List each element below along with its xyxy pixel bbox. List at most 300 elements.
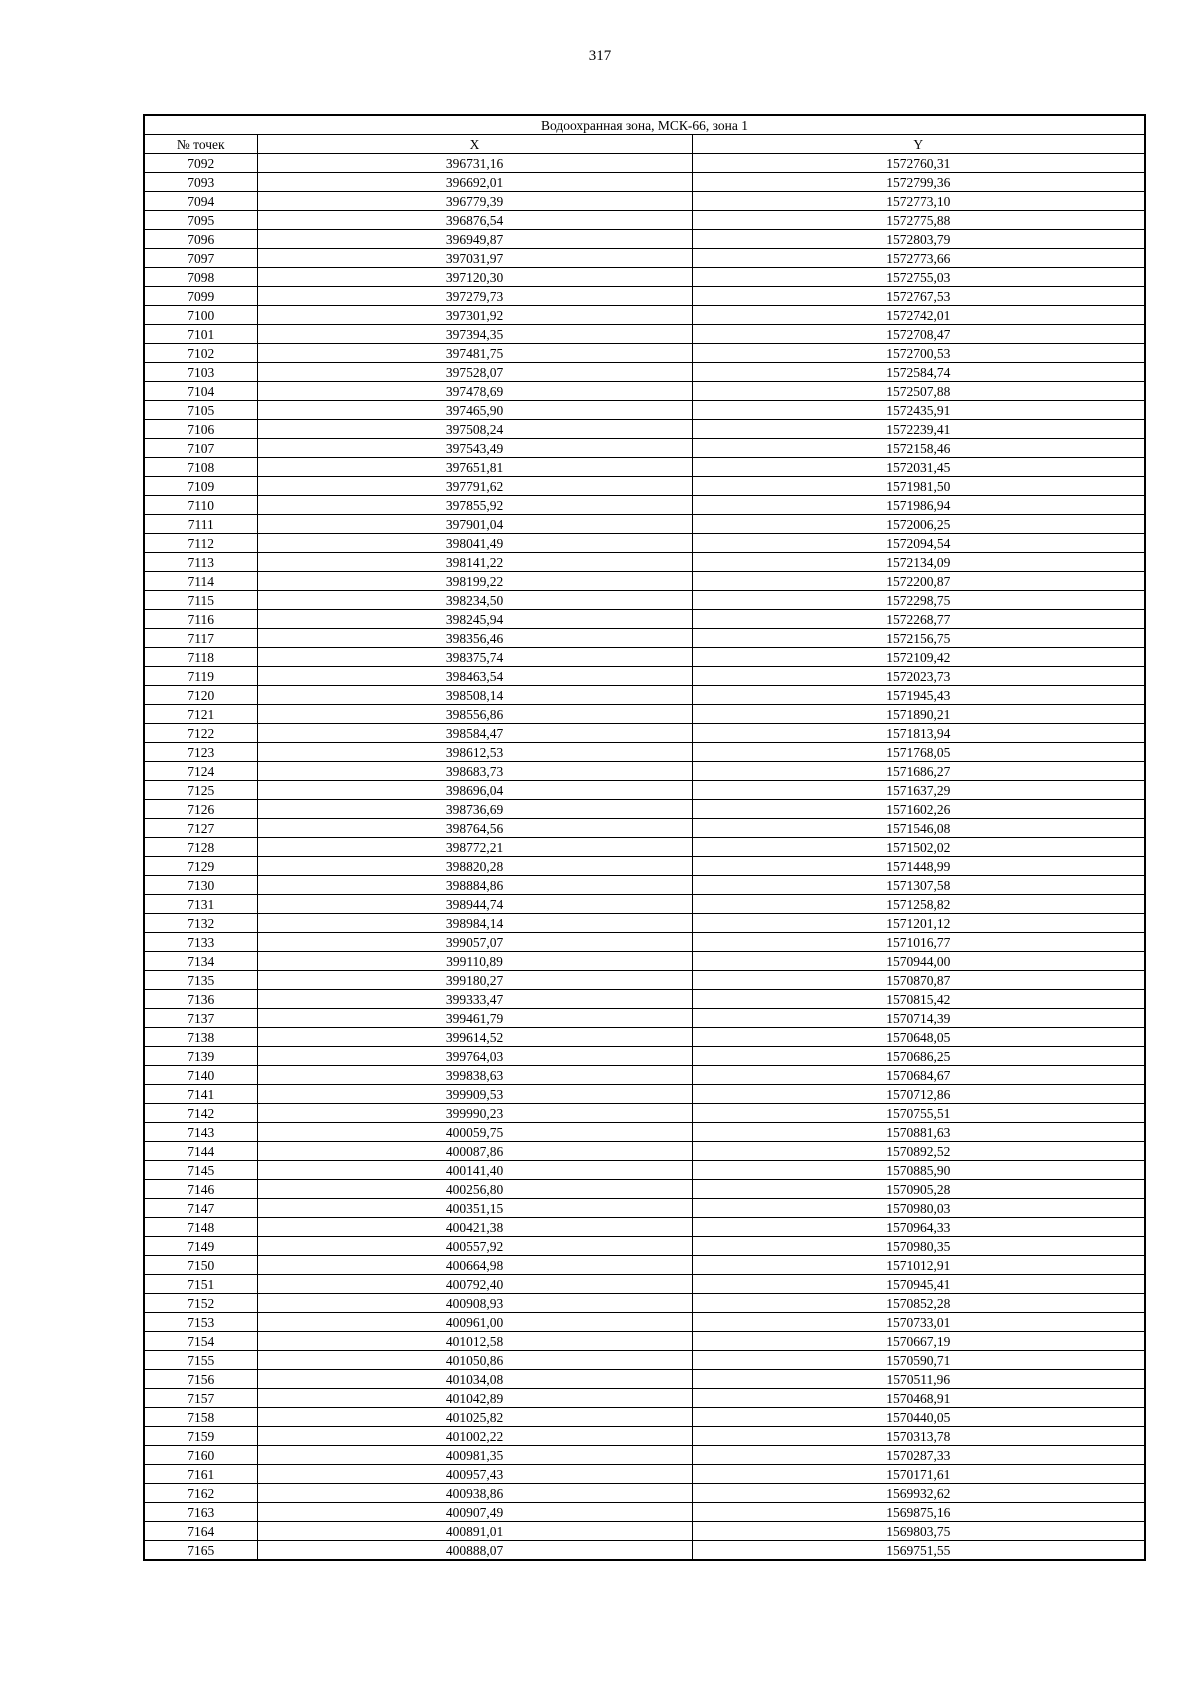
cell-point-number: 7098 <box>144 268 257 287</box>
table-row <box>144 1408 1145 1427</box>
cell-y: 1570590,71 <box>692 1351 1145 1370</box>
cell-y: 1572109,42 <box>692 648 1145 667</box>
cell-x: 398984,14 <box>257 914 692 933</box>
cell-x: 400557,92 <box>257 1237 692 1256</box>
cell-point-number: 7141 <box>144 1085 257 1104</box>
cell-x: 399057,07 <box>257 933 692 952</box>
table-row <box>144 1256 1145 1275</box>
cell-point-number: 7103 <box>144 363 257 382</box>
cell-point-number: 7102 <box>144 344 257 363</box>
cell-y: 1571602,26 <box>692 800 1145 819</box>
cell-y: 1572006,25 <box>692 515 1145 534</box>
cell-point-number: 7108 <box>144 458 257 477</box>
cell-x: 398584,47 <box>257 724 692 743</box>
cell-y: 1571768,05 <box>692 743 1145 762</box>
table-row <box>144 895 1145 914</box>
cell-y: 1572298,75 <box>692 591 1145 610</box>
table-row <box>144 211 1145 230</box>
table-row <box>144 477 1145 496</box>
cell-point-number: 7159 <box>144 1427 257 1446</box>
cell-point-number: 7146 <box>144 1180 257 1199</box>
cell-y: 1570870,87 <box>692 971 1145 990</box>
table-row <box>144 1142 1145 1161</box>
cell-x: 398508,14 <box>257 686 692 705</box>
cell-x: 398041,49 <box>257 534 692 553</box>
table-row <box>144 1351 1145 1370</box>
table-row <box>144 1389 1145 1408</box>
cell-x: 396949,87 <box>257 230 692 249</box>
table-row <box>144 800 1145 819</box>
cell-y: 1572760,31 <box>692 154 1145 173</box>
cell-x: 398141,22 <box>257 553 692 572</box>
table-row <box>144 762 1145 781</box>
cell-x: 400908,93 <box>257 1294 692 1313</box>
cell-y: 1571813,94 <box>692 724 1145 743</box>
cell-point-number: 7148 <box>144 1218 257 1237</box>
table-row <box>144 192 1145 211</box>
cell-y: 1570313,78 <box>692 1427 1145 1446</box>
table-row <box>144 439 1145 458</box>
cell-x: 400421,38 <box>257 1218 692 1237</box>
cell-point-number: 7120 <box>144 686 257 705</box>
cell-point-number: 7109 <box>144 477 257 496</box>
cell-y: 1572742,01 <box>692 306 1145 325</box>
table-row <box>144 1218 1145 1237</box>
cell-x: 400907,49 <box>257 1503 692 1522</box>
table-row <box>144 952 1145 971</box>
table-body <box>144 154 1145 1561</box>
table-row <box>144 572 1145 591</box>
cell-y: 1572775,88 <box>692 211 1145 230</box>
cell-y: 1572700,53 <box>692 344 1145 363</box>
cell-point-number: 7115 <box>144 591 257 610</box>
cell-point-number: 7096 <box>144 230 257 249</box>
cell-y: 1570648,05 <box>692 1028 1145 1047</box>
cell-y: 1572773,10 <box>692 192 1145 211</box>
table-row <box>144 610 1145 629</box>
cell-y: 1571686,27 <box>692 762 1145 781</box>
cell-y: 1570815,42 <box>692 990 1145 1009</box>
page-number: 317 <box>588 48 612 64</box>
cell-x: 401050,86 <box>257 1351 692 1370</box>
cell-x: 400256,80 <box>257 1180 692 1199</box>
cell-y: 1572156,75 <box>692 629 1145 648</box>
table-row <box>144 458 1145 477</box>
cell-y: 1572435,91 <box>692 401 1145 420</box>
coordinates-table <box>143 114 1146 1561</box>
cell-y: 1570440,05 <box>692 1408 1145 1427</box>
table-row <box>144 1199 1145 1218</box>
cell-x: 401034,08 <box>257 1370 692 1389</box>
cell-y: 1571201,12 <box>692 914 1145 933</box>
cell-y: 1572767,53 <box>692 287 1145 306</box>
cell-y: 1572031,45 <box>692 458 1145 477</box>
cell-x: 398234,50 <box>257 591 692 610</box>
cell-x: 398375,74 <box>257 648 692 667</box>
cell-x: 396876,54 <box>257 211 692 230</box>
cell-y: 1571307,58 <box>692 876 1145 895</box>
cell-y: 1570964,33 <box>692 1218 1145 1237</box>
cell-x: 398820,28 <box>257 857 692 876</box>
cell-x: 400351,15 <box>257 1199 692 1218</box>
cell-y: 1570944,00 <box>692 952 1145 971</box>
cell-x: 399838,63 <box>257 1066 692 1085</box>
cell-point-number: 7097 <box>144 249 257 268</box>
cell-point-number: 7145 <box>144 1161 257 1180</box>
cell-point-number: 7160 <box>144 1446 257 1465</box>
table-row <box>144 1066 1145 1085</box>
cell-point-number: 7092 <box>144 154 257 173</box>
cell-y: 1572803,79 <box>692 230 1145 249</box>
cell-x: 398245,94 <box>257 610 692 629</box>
cell-x: 397791,62 <box>257 477 692 496</box>
cell-x: 398463,54 <box>257 667 692 686</box>
table-row <box>144 325 1145 344</box>
table-row <box>144 401 1145 420</box>
table-row <box>144 667 1145 686</box>
cell-y: 1572158,46 <box>692 439 1145 458</box>
cell-point-number: 7123 <box>144 743 257 762</box>
cell-point-number: 7095 <box>144 211 257 230</box>
cell-y: 1571012,91 <box>692 1256 1145 1275</box>
cell-x: 398612,53 <box>257 743 692 762</box>
table-row <box>144 420 1145 439</box>
cell-y: 1570511,96 <box>692 1370 1145 1389</box>
cell-y: 1570852,28 <box>692 1294 1145 1313</box>
table-row <box>144 306 1145 325</box>
cell-y: 1571016,77 <box>692 933 1145 952</box>
table-row <box>144 173 1145 192</box>
cell-x: 398556,86 <box>257 705 692 724</box>
cell-point-number: 7161 <box>144 1465 257 1484</box>
table-row <box>144 1123 1145 1142</box>
cell-x: 397543,49 <box>257 439 692 458</box>
table-row <box>144 1161 1145 1180</box>
cell-y: 1571637,29 <box>692 781 1145 800</box>
table-row <box>144 629 1145 648</box>
cell-x: 397528,07 <box>257 363 692 382</box>
table-row <box>144 1332 1145 1351</box>
cell-y: 1571258,82 <box>692 895 1145 914</box>
cell-y: 1570885,90 <box>692 1161 1145 1180</box>
cell-x: 397120,30 <box>257 268 692 287</box>
cell-x: 401025,82 <box>257 1408 692 1427</box>
cell-point-number: 7093 <box>144 173 257 192</box>
table-row <box>144 781 1145 800</box>
cell-x: 398944,74 <box>257 895 692 914</box>
cell-point-number: 7158 <box>144 1408 257 1427</box>
table-row <box>144 648 1145 667</box>
cell-y: 1570714,39 <box>692 1009 1145 1028</box>
cell-y: 1572200,87 <box>692 572 1145 591</box>
table-row <box>144 1028 1145 1047</box>
table-row <box>144 1085 1145 1104</box>
table-row <box>144 705 1145 724</box>
cell-point-number: 7113 <box>144 553 257 572</box>
table-row <box>144 971 1145 990</box>
cell-point-number: 7157 <box>144 1389 257 1408</box>
cell-y: 1572134,09 <box>692 553 1145 572</box>
table-row <box>144 933 1145 952</box>
cell-y: 1570905,28 <box>692 1180 1145 1199</box>
cell-y: 1570712,86 <box>692 1085 1145 1104</box>
cell-y: 1569932,62 <box>692 1484 1145 1503</box>
cell-x: 397855,92 <box>257 496 692 515</box>
table-row <box>144 344 1145 363</box>
table-row <box>144 382 1145 401</box>
table-row <box>144 1503 1145 1522</box>
cell-x: 399764,03 <box>257 1047 692 1066</box>
table-row <box>144 1541 1145 1561</box>
cell-y: 1572584,74 <box>692 363 1145 382</box>
cell-point-number: 7132 <box>144 914 257 933</box>
cell-point-number: 7106 <box>144 420 257 439</box>
cell-y: 1572507,88 <box>692 382 1145 401</box>
cell-y: 1571945,43 <box>692 686 1145 705</box>
cell-x: 400938,86 <box>257 1484 692 1503</box>
table-row <box>144 1446 1145 1465</box>
cell-y: 1570980,03 <box>692 1199 1145 1218</box>
table-header-row <box>144 135 1145 154</box>
cell-point-number: 7107 <box>144 439 257 458</box>
cell-x: 400664,98 <box>257 1256 692 1275</box>
table-row <box>144 249 1145 268</box>
table-row <box>144 1180 1145 1199</box>
cell-x: 397651,81 <box>257 458 692 477</box>
cell-x: 396692,01 <box>257 173 692 192</box>
cell-y: 1572094,54 <box>692 534 1145 553</box>
table-row <box>144 363 1145 382</box>
cell-point-number: 7121 <box>144 705 257 724</box>
cell-x: 398696,04 <box>257 781 692 800</box>
cell-x: 400961,00 <box>257 1313 692 1332</box>
cell-x: 398884,86 <box>257 876 692 895</box>
cell-y: 1571502,02 <box>692 838 1145 857</box>
cell-point-number: 7165 <box>144 1541 257 1561</box>
cell-x: 401002,22 <box>257 1427 692 1446</box>
cell-x: 400087,86 <box>257 1142 692 1161</box>
cell-y: 1572023,73 <box>692 667 1145 686</box>
table-row <box>144 1465 1145 1484</box>
cell-point-number: 7129 <box>144 857 257 876</box>
cell-y: 1571890,21 <box>692 705 1145 724</box>
table-row <box>144 1047 1145 1066</box>
cell-y: 1570892,52 <box>692 1142 1145 1161</box>
cell-x: 399180,27 <box>257 971 692 990</box>
cell-point-number: 7137 <box>144 1009 257 1028</box>
cell-point-number: 7130 <box>144 876 257 895</box>
table-row <box>144 724 1145 743</box>
table-row <box>144 515 1145 534</box>
cell-point-number: 7117 <box>144 629 257 648</box>
cell-point-number: 7119 <box>144 667 257 686</box>
table-row <box>144 230 1145 249</box>
cell-y: 1571986,94 <box>692 496 1145 515</box>
cell-x: 399990,23 <box>257 1104 692 1123</box>
cell-y: 1571546,08 <box>692 819 1145 838</box>
cell-y: 1570686,25 <box>692 1047 1145 1066</box>
table-row <box>144 1313 1145 1332</box>
cell-y: 1570287,33 <box>692 1446 1145 1465</box>
cell-x: 399333,47 <box>257 990 692 1009</box>
cell-point-number: 7112 <box>144 534 257 553</box>
cell-point-number: 7135 <box>144 971 257 990</box>
table-row <box>144 838 1145 857</box>
cell-x: 400141,40 <box>257 1161 692 1180</box>
column-header-y: Y <box>692 135 1145 154</box>
table-row <box>144 1427 1145 1446</box>
cell-point-number: 7140 <box>144 1066 257 1085</box>
cell-point-number: 7163 <box>144 1503 257 1522</box>
cell-point-number: 7156 <box>144 1370 257 1389</box>
cell-y: 1571448,99 <box>692 857 1145 876</box>
cell-x: 397481,75 <box>257 344 692 363</box>
cell-point-number: 7144 <box>144 1142 257 1161</box>
cell-x: 397301,92 <box>257 306 692 325</box>
cell-x: 399461,79 <box>257 1009 692 1028</box>
cell-x: 398683,73 <box>257 762 692 781</box>
cell-point-number: 7150 <box>144 1256 257 1275</box>
table-row <box>144 1009 1145 1028</box>
table-row <box>144 1294 1145 1313</box>
cell-point-number: 7100 <box>144 306 257 325</box>
cell-point-number: 7151 <box>144 1275 257 1294</box>
table-row <box>144 553 1145 572</box>
table-row <box>144 1484 1145 1503</box>
cell-point-number: 7136 <box>144 990 257 1009</box>
cell-point-number: 7099 <box>144 287 257 306</box>
cell-x: 397901,04 <box>257 515 692 534</box>
cell-point-number: 7152 <box>144 1294 257 1313</box>
cell-y: 1572773,66 <box>692 249 1145 268</box>
table-row <box>144 990 1145 1009</box>
cell-x: 397465,90 <box>257 401 692 420</box>
cell-y: 1571981,50 <box>692 477 1145 496</box>
cell-y: 1570171,61 <box>692 1465 1145 1484</box>
cell-y: 1570468,91 <box>692 1389 1145 1408</box>
cell-y: 1570667,19 <box>692 1332 1145 1351</box>
cell-x: 399110,89 <box>257 952 692 971</box>
cell-x: 396731,16 <box>257 154 692 173</box>
cell-point-number: 7147 <box>144 1199 257 1218</box>
cell-point-number: 7127 <box>144 819 257 838</box>
cell-x: 398736,69 <box>257 800 692 819</box>
cell-point-number: 7126 <box>144 800 257 819</box>
table-row <box>144 1522 1145 1541</box>
cell-y: 1570945,41 <box>692 1275 1145 1294</box>
cell-point-number: 7105 <box>144 401 257 420</box>
cell-x: 398772,21 <box>257 838 692 857</box>
cell-x: 396779,39 <box>257 192 692 211</box>
cell-x: 398764,56 <box>257 819 692 838</box>
cell-x: 400888,07 <box>257 1541 692 1561</box>
cell-y: 1572268,77 <box>692 610 1145 629</box>
cell-point-number: 7155 <box>144 1351 257 1370</box>
column-header-point-number: № точек <box>144 135 257 154</box>
cell-point-number: 7131 <box>144 895 257 914</box>
table-title: Водоохранная зона, МСК-66, зона 1 <box>144 115 1145 135</box>
table-row <box>144 743 1145 762</box>
cell-y: 1569751,55 <box>692 1541 1145 1561</box>
table-row <box>144 154 1145 173</box>
cell-x: 401042,89 <box>257 1389 692 1408</box>
cell-point-number: 7094 <box>144 192 257 211</box>
cell-x: 401012,58 <box>257 1332 692 1351</box>
cell-x: 400981,35 <box>257 1446 692 1465</box>
table-row <box>144 1237 1145 1256</box>
cell-point-number: 7143 <box>144 1123 257 1142</box>
cell-point-number: 7149 <box>144 1237 257 1256</box>
cell-y: 1569803,75 <box>692 1522 1145 1541</box>
cell-x: 398199,22 <box>257 572 692 591</box>
table-row <box>144 287 1145 306</box>
table-row <box>144 268 1145 287</box>
cell-y: 1570881,63 <box>692 1123 1145 1142</box>
table-row <box>144 857 1145 876</box>
cell-point-number: 7133 <box>144 933 257 952</box>
cell-x: 400957,43 <box>257 1465 692 1484</box>
cell-x: 397508,24 <box>257 420 692 439</box>
cell-point-number: 7124 <box>144 762 257 781</box>
table-row <box>144 591 1145 610</box>
cell-point-number: 7154 <box>144 1332 257 1351</box>
cell-x: 399909,53 <box>257 1085 692 1104</box>
cell-x: 397279,73 <box>257 287 692 306</box>
cell-point-number: 7138 <box>144 1028 257 1047</box>
cell-y: 1572239,41 <box>692 420 1145 439</box>
cell-point-number: 7125 <box>144 781 257 800</box>
cell-point-number: 7134 <box>144 952 257 971</box>
cell-point-number: 7162 <box>144 1484 257 1503</box>
cell-point-number: 7122 <box>144 724 257 743</box>
cell-point-number: 7116 <box>144 610 257 629</box>
cell-x: 397394,35 <box>257 325 692 344</box>
table-row <box>144 1104 1145 1123</box>
cell-point-number: 7164 <box>144 1522 257 1541</box>
cell-x: 398356,46 <box>257 629 692 648</box>
cell-y: 1569875,16 <box>692 1503 1145 1522</box>
cell-y: 1570733,01 <box>692 1313 1145 1332</box>
cell-x: 400792,40 <box>257 1275 692 1294</box>
table-row <box>144 876 1145 895</box>
cell-point-number: 7110 <box>144 496 257 515</box>
cell-x: 400891,01 <box>257 1522 692 1541</box>
cell-point-number: 7101 <box>144 325 257 344</box>
cell-y: 1572755,03 <box>692 268 1145 287</box>
cell-point-number: 7111 <box>144 515 257 534</box>
table-row <box>144 914 1145 933</box>
cell-y: 1572799,36 <box>692 173 1145 192</box>
cell-point-number: 7128 <box>144 838 257 857</box>
cell-point-number: 7142 <box>144 1104 257 1123</box>
cell-y: 1570684,67 <box>692 1066 1145 1085</box>
cell-point-number: 7104 <box>144 382 257 401</box>
table-row <box>144 819 1145 838</box>
cell-y: 1572708,47 <box>692 325 1145 344</box>
table-row <box>144 496 1145 515</box>
table-row <box>144 1275 1145 1294</box>
cell-point-number: 7153 <box>144 1313 257 1332</box>
cell-x: 397031,97 <box>257 249 692 268</box>
column-header-x: X <box>257 135 692 154</box>
cell-y: 1570755,51 <box>692 1104 1145 1123</box>
cell-y: 1570980,35 <box>692 1237 1145 1256</box>
cell-x: 400059,75 <box>257 1123 692 1142</box>
table-row <box>144 1370 1145 1389</box>
table-row <box>144 686 1145 705</box>
cell-point-number: 7114 <box>144 572 257 591</box>
table-title-row <box>144 115 1145 135</box>
